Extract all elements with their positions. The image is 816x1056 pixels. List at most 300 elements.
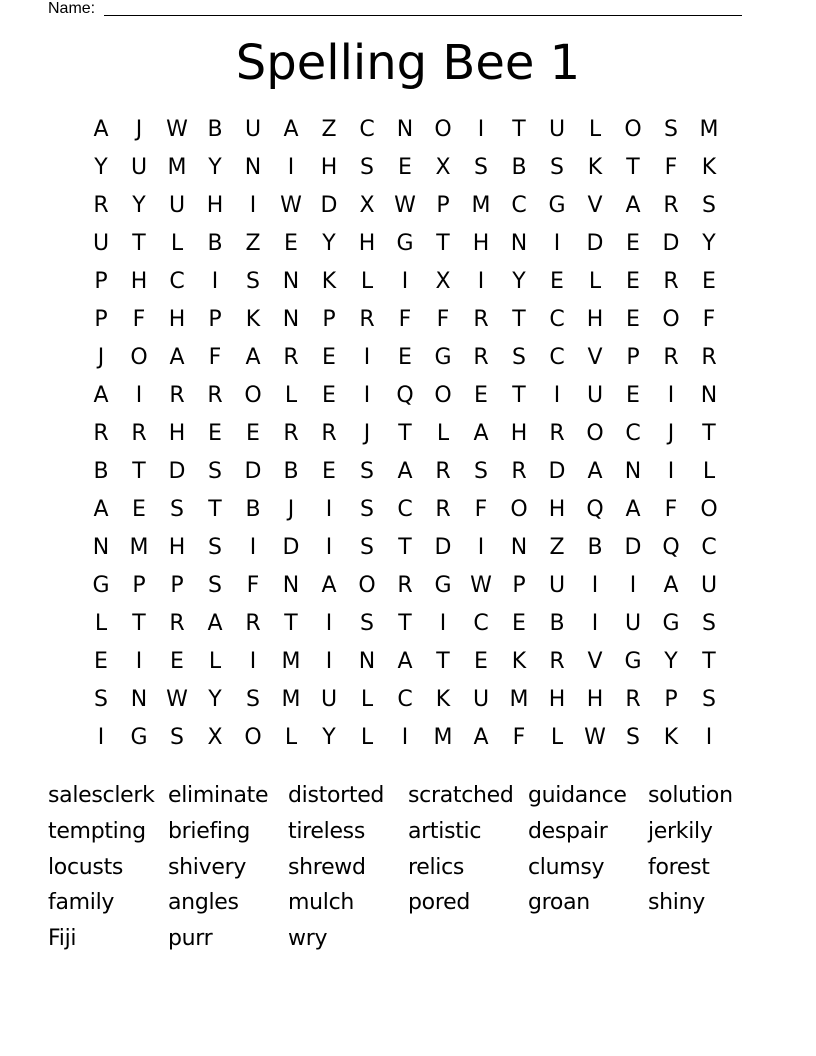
grid-letter: T bbox=[398, 611, 412, 636]
word-list-row bbox=[48, 885, 768, 921]
grid-letter: M bbox=[433, 725, 453, 750]
grid-letter: Y bbox=[322, 725, 336, 750]
word-list-item: wry bbox=[288, 926, 328, 952]
grid-letter: S bbox=[474, 155, 488, 180]
word-list-item: Fiji bbox=[48, 926, 77, 952]
grid-row bbox=[82, 301, 728, 339]
grid-letter: V bbox=[587, 649, 603, 674]
grid-letter: I bbox=[667, 383, 675, 408]
grid-letter: O bbox=[510, 497, 528, 522]
grid-letter: I bbox=[325, 611, 333, 636]
grid-letter: J bbox=[135, 117, 143, 142]
grid-letter: H bbox=[358, 231, 376, 256]
grid-letter: V bbox=[587, 345, 603, 370]
grid-letter: L bbox=[284, 725, 298, 750]
grid-letter: I bbox=[439, 611, 447, 636]
grid-letter: Q bbox=[662, 535, 680, 560]
page-title: Spelling Bee 1 bbox=[235, 35, 581, 91]
grid-letter: L bbox=[588, 117, 602, 142]
grid-letter: E bbox=[284, 231, 298, 256]
grid-letter: C bbox=[701, 535, 717, 560]
grid-letter: C bbox=[397, 497, 413, 522]
grid-row bbox=[82, 339, 728, 377]
grid-letter: A bbox=[625, 497, 641, 522]
grid-letter: U bbox=[168, 193, 186, 218]
grid-letter: A bbox=[93, 117, 109, 142]
grid-letter: O bbox=[244, 725, 262, 750]
grid-letter: D bbox=[586, 231, 604, 256]
grid-letter: H bbox=[472, 231, 490, 256]
grid-letter: Y bbox=[208, 155, 222, 180]
grid-letter: O bbox=[434, 383, 452, 408]
grid-letter: B bbox=[93, 459, 109, 484]
grid-letter: S bbox=[360, 497, 374, 522]
grid-letter: E bbox=[132, 497, 146, 522]
grid-letter: C bbox=[397, 687, 413, 712]
grid-letter: J bbox=[363, 421, 371, 446]
grid-letter: N bbox=[130, 687, 148, 712]
grid-letter: I bbox=[363, 345, 371, 370]
grid-letter: I bbox=[401, 269, 409, 294]
grid-letter: D bbox=[624, 535, 642, 560]
name-underline bbox=[104, 15, 742, 16]
grid-letter: J bbox=[667, 421, 675, 446]
word-list-item: guidance bbox=[528, 783, 627, 808]
grid-letter: R bbox=[663, 345, 679, 370]
grid-letter: I bbox=[135, 649, 143, 674]
word-list bbox=[48, 778, 768, 957]
word-list-item: shivery bbox=[168, 854, 247, 880]
grid-letter: I bbox=[477, 535, 485, 560]
grid-letter: H bbox=[168, 535, 186, 560]
grid-letter: E bbox=[702, 269, 716, 294]
grid-letter: A bbox=[397, 459, 413, 484]
grid-letter: F bbox=[398, 307, 412, 332]
grid-letter: D bbox=[282, 535, 300, 560]
grid-letter: A bbox=[587, 459, 603, 484]
grid-letter: P bbox=[626, 345, 640, 370]
grid-letter: N bbox=[282, 269, 300, 294]
grid-letter: E bbox=[322, 459, 336, 484]
word-list-item: forest bbox=[648, 854, 710, 880]
grid-letter: E bbox=[474, 383, 488, 408]
grid-letter: C bbox=[473, 611, 489, 636]
grid-letter: I bbox=[667, 459, 675, 484]
grid-letter: S bbox=[474, 459, 488, 484]
grid-letter: H bbox=[130, 269, 148, 294]
grid-letter: L bbox=[550, 725, 564, 750]
grid-letter: I bbox=[477, 269, 485, 294]
grid-letter: Q bbox=[396, 383, 414, 408]
grid-letter: M bbox=[699, 117, 719, 142]
grid-letter: A bbox=[321, 573, 337, 598]
grid-letter: E bbox=[208, 421, 222, 446]
grid-letter: U bbox=[548, 117, 566, 142]
grid-letter: U bbox=[700, 573, 718, 598]
grid-letter: D bbox=[548, 459, 566, 484]
grid-letter: W bbox=[584, 725, 606, 750]
word-list-item: distorted bbox=[288, 783, 385, 808]
grid-letter: I bbox=[325, 497, 333, 522]
grid-letter: T bbox=[284, 611, 298, 636]
grid-letter: E bbox=[474, 649, 488, 674]
word-list-row bbox=[48, 850, 768, 886]
grid-letter: R bbox=[245, 611, 261, 636]
grid-letter: L bbox=[360, 269, 374, 294]
grid-letter: C bbox=[359, 117, 375, 142]
grid-letter: J bbox=[287, 497, 295, 522]
grid-letter: D bbox=[320, 193, 338, 218]
grid-letter: U bbox=[548, 573, 566, 598]
grid-letter: P bbox=[94, 269, 108, 294]
grid-letter: R bbox=[549, 421, 565, 446]
grid-row bbox=[82, 225, 728, 263]
grid-letter: G bbox=[434, 345, 452, 370]
grid-letter: R bbox=[435, 459, 451, 484]
grid-letter: E bbox=[246, 421, 260, 446]
word-list-item: locusts bbox=[48, 854, 124, 880]
name-label: Name: bbox=[48, 0, 96, 17]
grid-letter: I bbox=[401, 725, 409, 750]
word-list-item: eliminate bbox=[168, 783, 269, 808]
grid-letter: L bbox=[94, 611, 108, 636]
grid-letter: N bbox=[282, 573, 300, 598]
grid-letter: R bbox=[701, 345, 717, 370]
grid-letter: U bbox=[244, 117, 262, 142]
grid-letter: S bbox=[360, 611, 374, 636]
grid-letter: Z bbox=[549, 535, 565, 560]
grid-letter: T bbox=[398, 535, 412, 560]
grid-letter: T bbox=[512, 383, 526, 408]
grid-letter: W bbox=[470, 573, 492, 598]
grid-letter: J bbox=[97, 345, 105, 370]
word-list-item: purr bbox=[168, 926, 213, 952]
grid-letter: S bbox=[246, 269, 260, 294]
grid-letter: E bbox=[322, 345, 336, 370]
grid-letter: S bbox=[246, 687, 260, 712]
grid-letter: S bbox=[550, 155, 564, 180]
grid-letter: L bbox=[702, 459, 716, 484]
word-list-item: clumsy bbox=[528, 854, 605, 880]
grid-letter: S bbox=[94, 687, 108, 712]
grid-letter: F bbox=[246, 573, 260, 598]
grid-letter: L bbox=[360, 687, 374, 712]
grid-letter: N bbox=[244, 155, 262, 180]
grid-letter: L bbox=[284, 383, 298, 408]
grid-letter: C bbox=[549, 307, 565, 332]
grid-letter: T bbox=[398, 421, 412, 446]
word-list-item: angles bbox=[168, 890, 239, 916]
grid-letter: Y bbox=[208, 687, 222, 712]
grid-letter: I bbox=[363, 383, 371, 408]
grid-letter: C bbox=[549, 345, 565, 370]
grid-row bbox=[82, 187, 728, 225]
grid-letter: N bbox=[700, 383, 718, 408]
grid-letter: H bbox=[548, 687, 566, 712]
grid-letter: I bbox=[135, 383, 143, 408]
grid-letter: D bbox=[434, 535, 452, 560]
name-field bbox=[48, 0, 742, 18]
grid-letter: R bbox=[359, 307, 375, 332]
grid-letter: F bbox=[208, 345, 222, 370]
grid-letter: R bbox=[207, 383, 223, 408]
grid-letter: E bbox=[550, 269, 564, 294]
grid-letter: R bbox=[625, 687, 641, 712]
grid-letter: Y bbox=[322, 231, 336, 256]
grid-letter: B bbox=[245, 497, 261, 522]
grid-letter: L bbox=[360, 725, 374, 750]
grid-letter: S bbox=[360, 459, 374, 484]
grid-letter: A bbox=[473, 725, 489, 750]
grid-row bbox=[82, 681, 728, 719]
word-list-row bbox=[48, 778, 768, 814]
grid-letter: I bbox=[591, 573, 599, 598]
grid-letter: G bbox=[396, 231, 414, 256]
grid-letter: E bbox=[398, 155, 412, 180]
grid-letter: V bbox=[587, 193, 603, 218]
grid-letter: F bbox=[474, 497, 488, 522]
grid-letter: E bbox=[170, 649, 184, 674]
grid-letter: N bbox=[510, 535, 528, 560]
grid-letter: G bbox=[92, 573, 110, 598]
grid-letter: R bbox=[549, 649, 565, 674]
grid-letter: L bbox=[170, 231, 184, 256]
grid-letter: N bbox=[358, 649, 376, 674]
grid-letter: F bbox=[702, 307, 716, 332]
grid-letter: H bbox=[168, 307, 186, 332]
grid-letter: X bbox=[359, 193, 375, 218]
grid-letter: L bbox=[208, 649, 222, 674]
grid-letter: M bbox=[509, 687, 529, 712]
grid-letter: X bbox=[435, 269, 451, 294]
grid-letter: I bbox=[553, 231, 561, 256]
grid-letter: S bbox=[360, 535, 374, 560]
grid-letter: H bbox=[320, 155, 338, 180]
grid-letter: H bbox=[168, 421, 186, 446]
grid-letter: D bbox=[244, 459, 262, 484]
grid-letter: R bbox=[283, 421, 299, 446]
grid-letter: A bbox=[245, 345, 261, 370]
grid-letter: U bbox=[130, 155, 148, 180]
grid-letter: O bbox=[586, 421, 604, 446]
grid-letter: M bbox=[129, 535, 149, 560]
grid-letter: H bbox=[510, 421, 528, 446]
grid-row bbox=[82, 149, 728, 187]
grid-letter: B bbox=[283, 459, 299, 484]
grid-letter: W bbox=[166, 117, 188, 142]
word-list-item: scratched bbox=[408, 783, 514, 808]
grid-letter: X bbox=[207, 725, 223, 750]
grid-letter: W bbox=[394, 193, 416, 218]
grid-letter: E bbox=[512, 611, 526, 636]
grid-letter: P bbox=[208, 307, 222, 332]
grid-letter: S bbox=[626, 725, 640, 750]
grid-letter: E bbox=[626, 307, 640, 332]
grid-letter: Y bbox=[132, 193, 146, 218]
word-list-item: shrewd bbox=[288, 854, 366, 880]
grid-row bbox=[82, 415, 728, 453]
grid-letter: R bbox=[131, 421, 147, 446]
grid-letter: T bbox=[132, 459, 146, 484]
word-list-item: family bbox=[48, 890, 115, 916]
grid-letter: I bbox=[211, 269, 219, 294]
grid-letter: A bbox=[169, 345, 185, 370]
grid-letter: A bbox=[283, 117, 299, 142]
grid-row bbox=[82, 529, 728, 567]
grid-letter: H bbox=[548, 497, 566, 522]
grid-letter: E bbox=[626, 269, 640, 294]
grid-letter: T bbox=[436, 231, 450, 256]
grid-letter: T bbox=[132, 611, 146, 636]
grid-letter: E bbox=[626, 231, 640, 256]
grid-letter: I bbox=[325, 535, 333, 560]
grid-letter: C bbox=[625, 421, 641, 446]
grid-letter: T bbox=[702, 649, 716, 674]
grid-letter: F bbox=[664, 155, 678, 180]
word-list-item: artistic bbox=[408, 818, 482, 844]
grid-letter: B bbox=[511, 155, 527, 180]
grid-row bbox=[82, 453, 728, 491]
grid-letter: Q bbox=[586, 497, 604, 522]
grid-row bbox=[82, 719, 728, 757]
grid-letter: T bbox=[436, 649, 450, 674]
grid-letter: K bbox=[245, 307, 261, 332]
letter-grid bbox=[82, 111, 728, 757]
grid-letter: P bbox=[664, 687, 678, 712]
word-list-item: tireless bbox=[288, 818, 366, 844]
grid-letter: R bbox=[511, 459, 527, 484]
grid-letter: E bbox=[626, 383, 640, 408]
grid-letter: O bbox=[624, 117, 642, 142]
grid-letter: H bbox=[206, 193, 224, 218]
grid-letter: U bbox=[586, 383, 604, 408]
grid-letter: P bbox=[512, 573, 526, 598]
grid-letter: E bbox=[398, 345, 412, 370]
grid-letter: K bbox=[701, 155, 717, 180]
grid-letter: R bbox=[93, 421, 109, 446]
grid-letter: D bbox=[168, 459, 186, 484]
grid-letter: R bbox=[473, 307, 489, 332]
grid-letter: T bbox=[132, 231, 146, 256]
word-list-row bbox=[48, 814, 768, 850]
grid-letter: O bbox=[434, 117, 452, 142]
grid-letter: R bbox=[321, 421, 337, 446]
grid-letter: S bbox=[702, 687, 716, 712]
grid-letter: X bbox=[435, 155, 451, 180]
word-list-item: solution bbox=[648, 783, 733, 808]
grid-letter: S bbox=[208, 535, 222, 560]
grid-letter: N bbox=[92, 535, 110, 560]
word-list-item: salesclerk bbox=[48, 783, 155, 808]
grid-letter: Y bbox=[512, 269, 526, 294]
grid-letter: H bbox=[586, 687, 604, 712]
grid-letter: F bbox=[436, 307, 450, 332]
grid-letter: S bbox=[360, 155, 374, 180]
grid-letter: T bbox=[626, 155, 640, 180]
grid-letter: R bbox=[397, 573, 413, 598]
grid-letter: R bbox=[169, 383, 185, 408]
grid-letter: K bbox=[321, 269, 337, 294]
grid-row bbox=[82, 491, 728, 529]
grid-letter: U bbox=[320, 687, 338, 712]
grid-letter: N bbox=[282, 307, 300, 332]
grid-letter: P bbox=[132, 573, 146, 598]
grid-letter: H bbox=[586, 307, 604, 332]
grid-letter: R bbox=[663, 269, 679, 294]
grid-letter: U bbox=[472, 687, 490, 712]
grid-letter: S bbox=[664, 117, 678, 142]
grid-row bbox=[82, 605, 728, 643]
grid-letter: K bbox=[587, 155, 603, 180]
grid-letter: Y bbox=[702, 231, 716, 256]
grid-letter: N bbox=[510, 231, 528, 256]
grid-letter: P bbox=[170, 573, 184, 598]
grid-letter: F bbox=[512, 725, 526, 750]
grid-letter: U bbox=[92, 231, 110, 256]
grid-letter: G bbox=[548, 193, 566, 218]
grid-letter: N bbox=[396, 117, 414, 142]
word-list-item: briefing bbox=[168, 818, 251, 844]
grid-letter: T bbox=[512, 307, 526, 332]
grid-letter: S bbox=[208, 459, 222, 484]
grid-letter: K bbox=[435, 687, 451, 712]
grid-letter: T bbox=[702, 421, 716, 446]
word-list-item: despair bbox=[528, 818, 608, 844]
grid-row bbox=[82, 263, 728, 301]
grid-letter: R bbox=[93, 193, 109, 218]
grid-letter: I bbox=[477, 117, 485, 142]
grid-letter: B bbox=[207, 117, 223, 142]
grid-letter: S bbox=[170, 725, 184, 750]
grid-letter: I bbox=[287, 155, 295, 180]
grid-letter: L bbox=[588, 269, 602, 294]
grid-letter: E bbox=[322, 383, 336, 408]
grid-letter: K bbox=[663, 725, 679, 750]
grid-letter: B bbox=[549, 611, 565, 636]
grid-letter: S bbox=[702, 611, 716, 636]
grid-letter: B bbox=[587, 535, 603, 560]
grid-letter: R bbox=[473, 345, 489, 370]
grid-letter: A bbox=[397, 649, 413, 674]
grid-letter: A bbox=[93, 497, 109, 522]
word-list-item: groan bbox=[528, 890, 590, 916]
grid-letter: G bbox=[130, 725, 148, 750]
word-list-item: shiny bbox=[648, 890, 705, 916]
grid-letter: L bbox=[436, 421, 450, 446]
grid-letter: U bbox=[624, 611, 642, 636]
grid-letter: O bbox=[358, 573, 376, 598]
grid-letter: W bbox=[280, 193, 302, 218]
grid-letter: I bbox=[553, 383, 561, 408]
grid-letter: Z bbox=[245, 231, 261, 256]
grid-letter: A bbox=[663, 573, 679, 598]
grid-letter: N bbox=[624, 459, 642, 484]
grid-letter: I bbox=[249, 649, 257, 674]
grid-letter: I bbox=[325, 649, 333, 674]
grid-row bbox=[82, 643, 728, 681]
grid-letter: I bbox=[249, 193, 257, 218]
grid-letter: E bbox=[94, 649, 108, 674]
word-list-item: mulch bbox=[288, 890, 355, 916]
grid-row bbox=[82, 567, 728, 605]
grid-letter: O bbox=[244, 383, 262, 408]
grid-letter: O bbox=[662, 307, 680, 332]
grid-row bbox=[82, 111, 728, 149]
grid-letter: M bbox=[167, 155, 187, 180]
grid-row bbox=[82, 377, 728, 415]
grid-letter: D bbox=[662, 231, 680, 256]
grid-letter: I bbox=[591, 611, 599, 636]
